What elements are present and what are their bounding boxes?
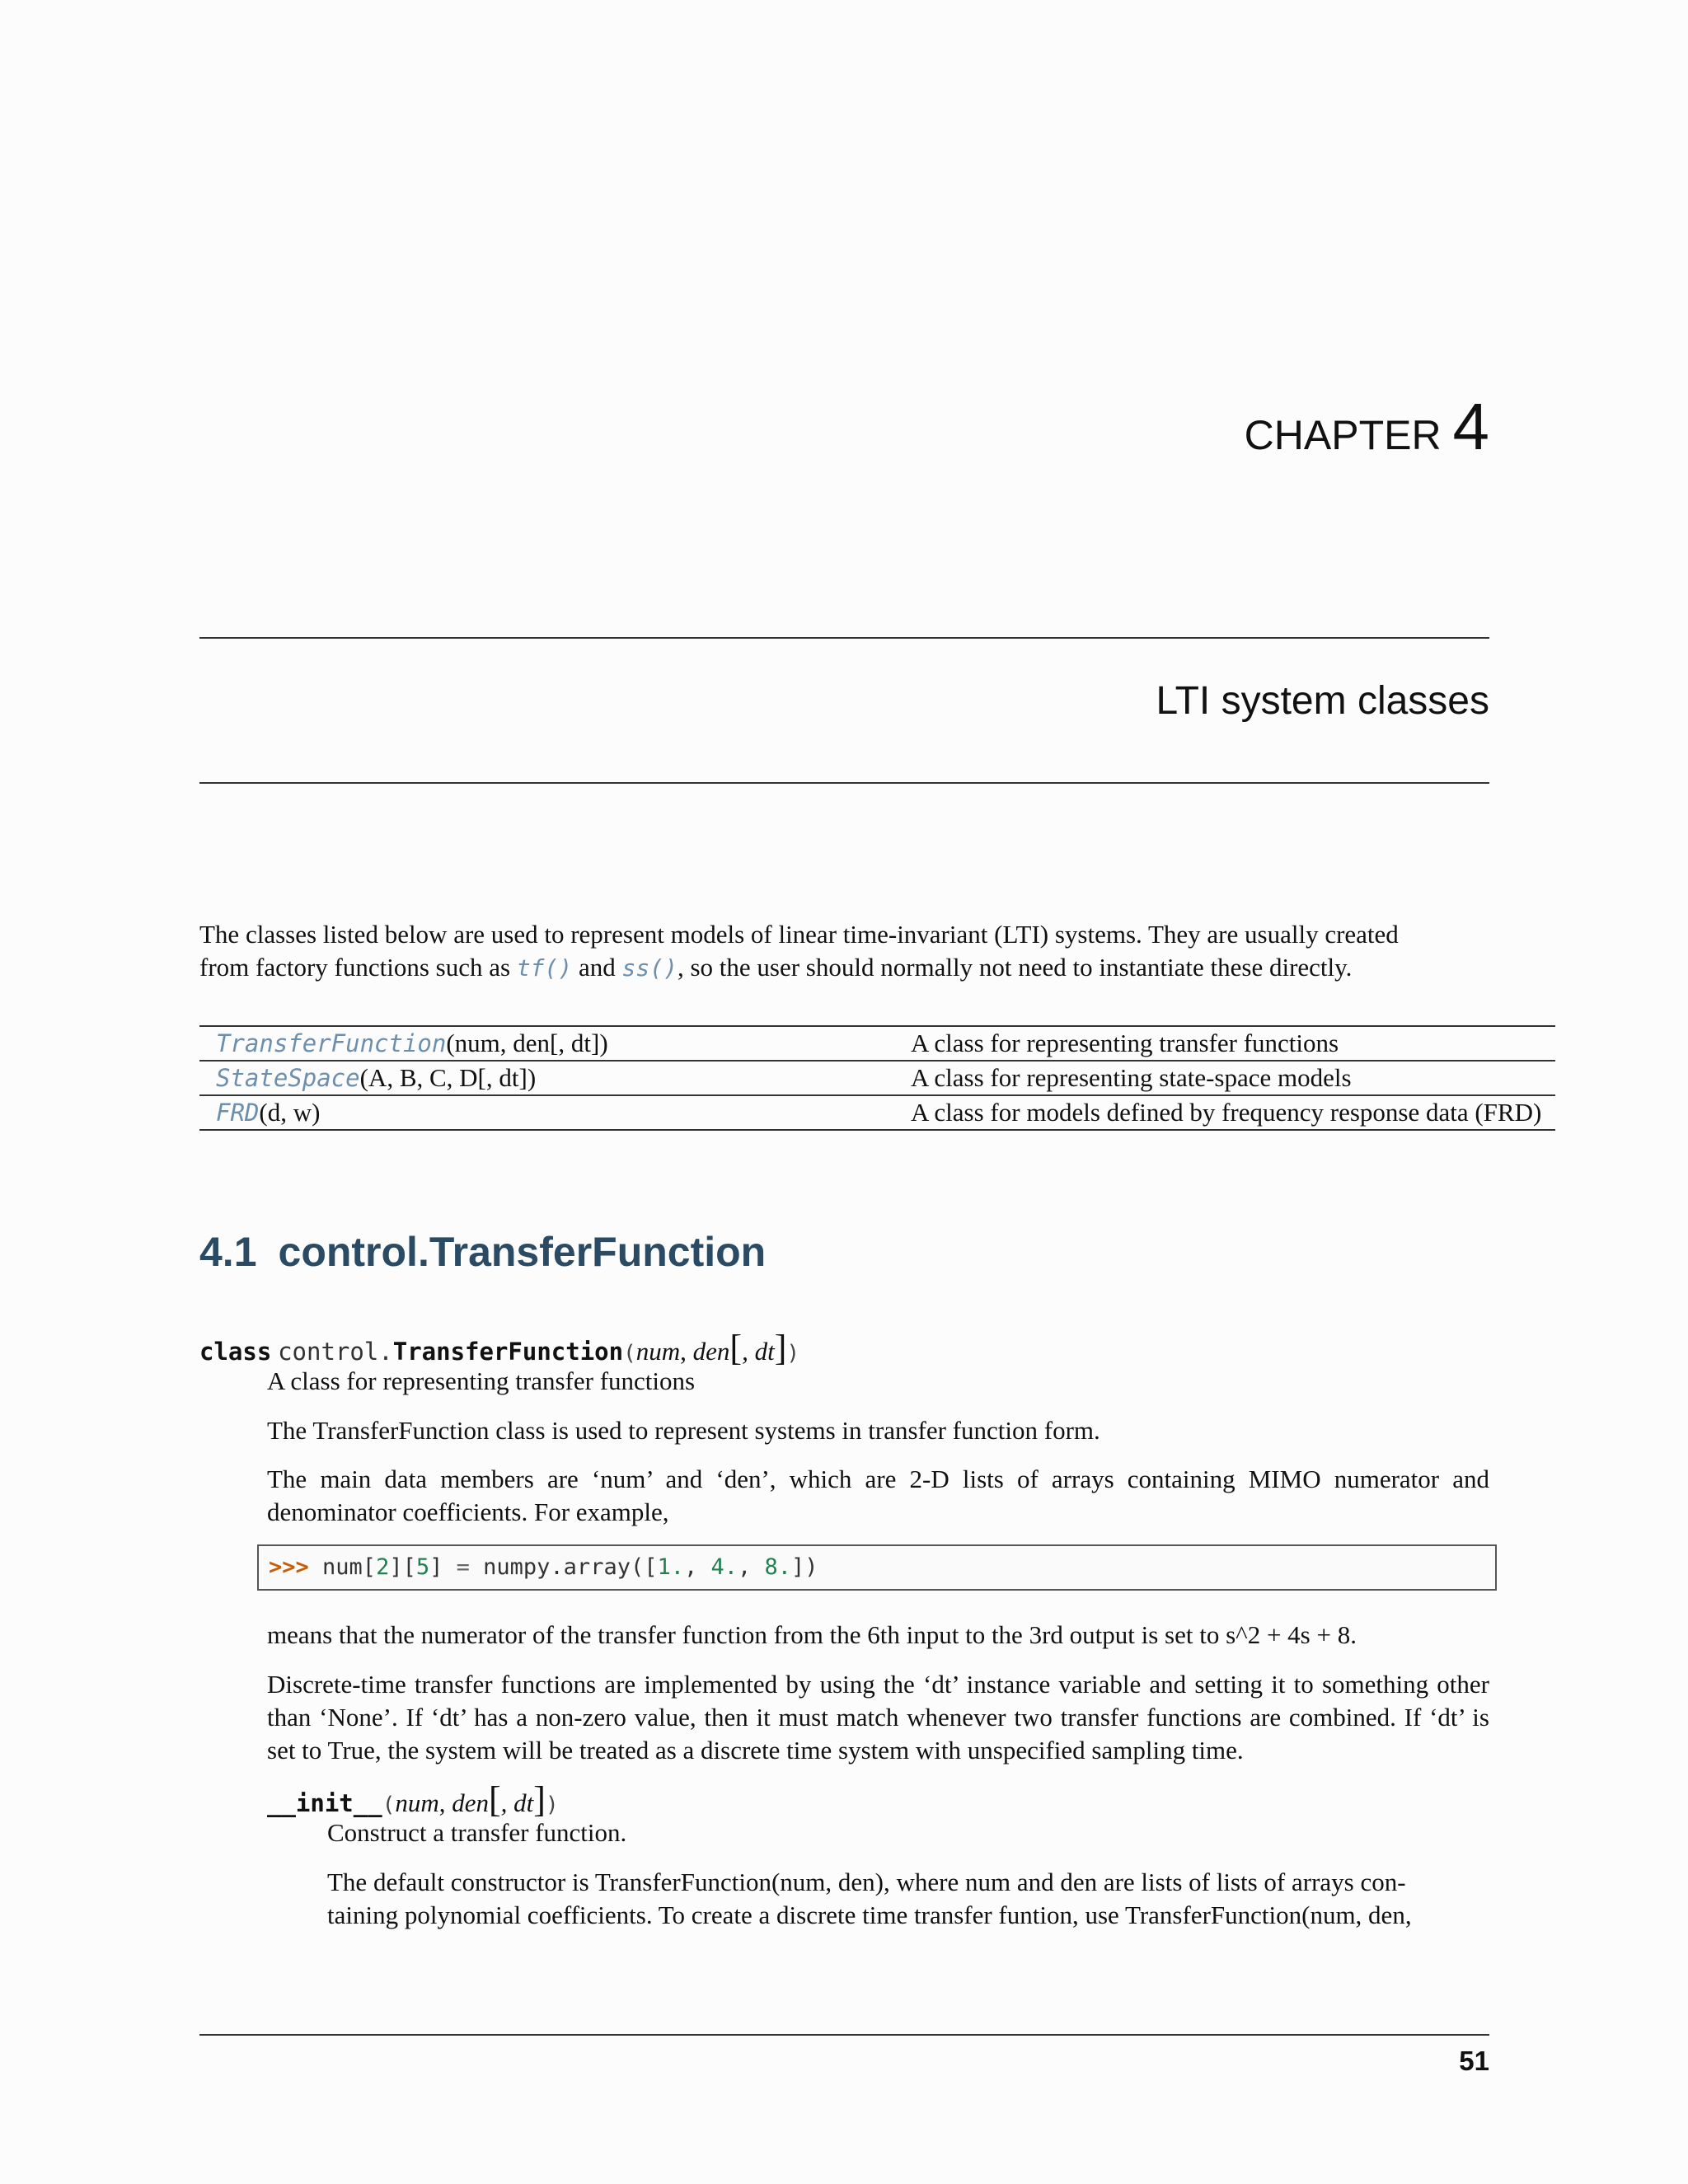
section-number: 4.1 [199, 1229, 257, 1275]
table-cell-description: A class for representing state-space models [911, 1063, 1352, 1092]
code-operator: = [456, 1554, 470, 1580]
close-paren: ) [786, 1341, 800, 1366]
table-cell-name [199, 1061, 911, 1095]
init-line-1: The default constructor is TransferFunction(num, den), where num and den are lists of lists of arrays con- [327, 1868, 1406, 1896]
intro-line-2 [199, 951, 1518, 985]
table-row [199, 1061, 1555, 1095]
code-text: num[ [308, 1554, 377, 1580]
table-args: (A, B, C, D[, dt]) [359, 1063, 537, 1092]
table-args: (num, den[, dt]) [446, 1029, 608, 1057]
table-row [199, 1026, 1555, 1061]
table-row [199, 1095, 1555, 1130]
class-keyword: class [199, 1338, 272, 1366]
code-number: 4. [710, 1554, 738, 1580]
section-title: control.TransferFunction [278, 1229, 767, 1275]
statespace-link[interactable]: StateSpace [216, 1064, 360, 1092]
code-number: 1. [657, 1554, 684, 1580]
param-den: den [452, 1788, 489, 1817]
param-num: num [395, 1788, 439, 1817]
code-text: ]) [791, 1554, 818, 1580]
code-line [269, 1554, 818, 1580]
transferfunction-link[interactable]: TransferFunction [216, 1029, 447, 1057]
class-name: TransferFunction [392, 1338, 624, 1366]
close-paren: ) [545, 1793, 559, 1817]
param-comma: , [438, 1788, 446, 1817]
code-prompt: >>> [269, 1554, 309, 1580]
init-summary: Construct a transfer function. [327, 1818, 627, 1847]
chapter-rule-bottom [199, 782, 1489, 784]
frd-link[interactable]: FRD [216, 1099, 260, 1127]
chapter-title: LTI system classes [1156, 679, 1489, 723]
close-bracket: ] [774, 1328, 787, 1368]
code-text: ][ [389, 1554, 416, 1580]
code-text: numpy.array([ [469, 1554, 658, 1580]
intro-paragraph [199, 918, 1518, 985]
code-text: , [683, 1554, 711, 1580]
param-dt: , dt [500, 1788, 534, 1817]
tf-link[interactable]: tf() [516, 954, 573, 982]
code-number: 2 [376, 1554, 390, 1580]
intro-and: and [579, 953, 616, 982]
intro-text: from factory functions such as [199, 953, 511, 982]
class-summary: A class for representing transfer functions [267, 1366, 696, 1395]
param-den: den [692, 1337, 730, 1366]
chapter-number: 4 [1452, 390, 1489, 463]
table-cell-description: A class for models defined by frequency response data (FRD) [911, 1098, 1542, 1127]
init-paragraph [327, 1866, 1498, 1932]
code-example [257, 1544, 1497, 1591]
open-paren: ( [623, 1341, 636, 1366]
init-name: __init__ [267, 1789, 382, 1817]
footer-rule [199, 2034, 1489, 2036]
class-paragraph-4: Discrete-time transfer functions are implemented by using the ‘dt’ instance variable and setting it to something other than ‘None’. If ‘dt’ has a non-zero value, then it must match whenever two transfer functions are combined. If ‘dt’ is set to True, the system will be treated as a discrete time system with unspecified sampling time. [267, 1670, 1489, 1765]
class-module: control. [278, 1338, 393, 1366]
table-args: (d, w) [259, 1098, 321, 1127]
param-num: num [635, 1337, 681, 1366]
class-paragraph-2: The main data members are ‘num’ and ‘den’, which are 2-D lists of arrays containing MIMO numerator and denominator coefficients. For example, [267, 1465, 1489, 1526]
ss-link[interactable]: ss() [621, 954, 678, 982]
chapter-heading [1244, 390, 1489, 463]
table-cell-name [199, 1095, 911, 1130]
code-text: ] [429, 1554, 457, 1580]
close-bracket: ] [533, 1779, 546, 1820]
open-bracket: [ [489, 1779, 501, 1820]
class-summary-table [199, 1025, 1555, 1131]
init-line-2: taining polynomial coefficients. To create a discrete time transfer funtion, use TransferFunction(num, den, [327, 1900, 1412, 1929]
class-paragraph-1: The TransferFunction class is used to represent systems in transfer function form. [267, 1416, 1100, 1445]
open-paren: ( [382, 1793, 396, 1817]
class-description [267, 1365, 1489, 1398]
open-bracket: [ [729, 1328, 743, 1368]
param-dt: , dt [742, 1337, 775, 1366]
code-number: 5 [415, 1554, 430, 1580]
section-heading [199, 1229, 767, 1275]
code-number: 8. [764, 1554, 792, 1580]
class-paragraph-3: means that the numerator of the transfer function from the 6th input to the 3rd output is set to s^2 + 4s + 8. [267, 1620, 1357, 1649]
param-comma: , [680, 1337, 687, 1366]
chapter-rule-top [199, 637, 1489, 639]
code-text: , [738, 1554, 765, 1580]
intro-text-end: , so the user should normally not need to instantiate these directly. [677, 953, 1353, 982]
intro-line-1: The classes listed below are used to represent models of linear time-invariant (LTI) systems. They are usually created [199, 920, 1399, 949]
table-cell-name [199, 1026, 911, 1061]
table-cell-description: A class for representing transfer functions [911, 1029, 1339, 1057]
chapter-label: CHAPTER [1244, 412, 1442, 458]
page-number: 51 [1459, 2046, 1489, 2076]
